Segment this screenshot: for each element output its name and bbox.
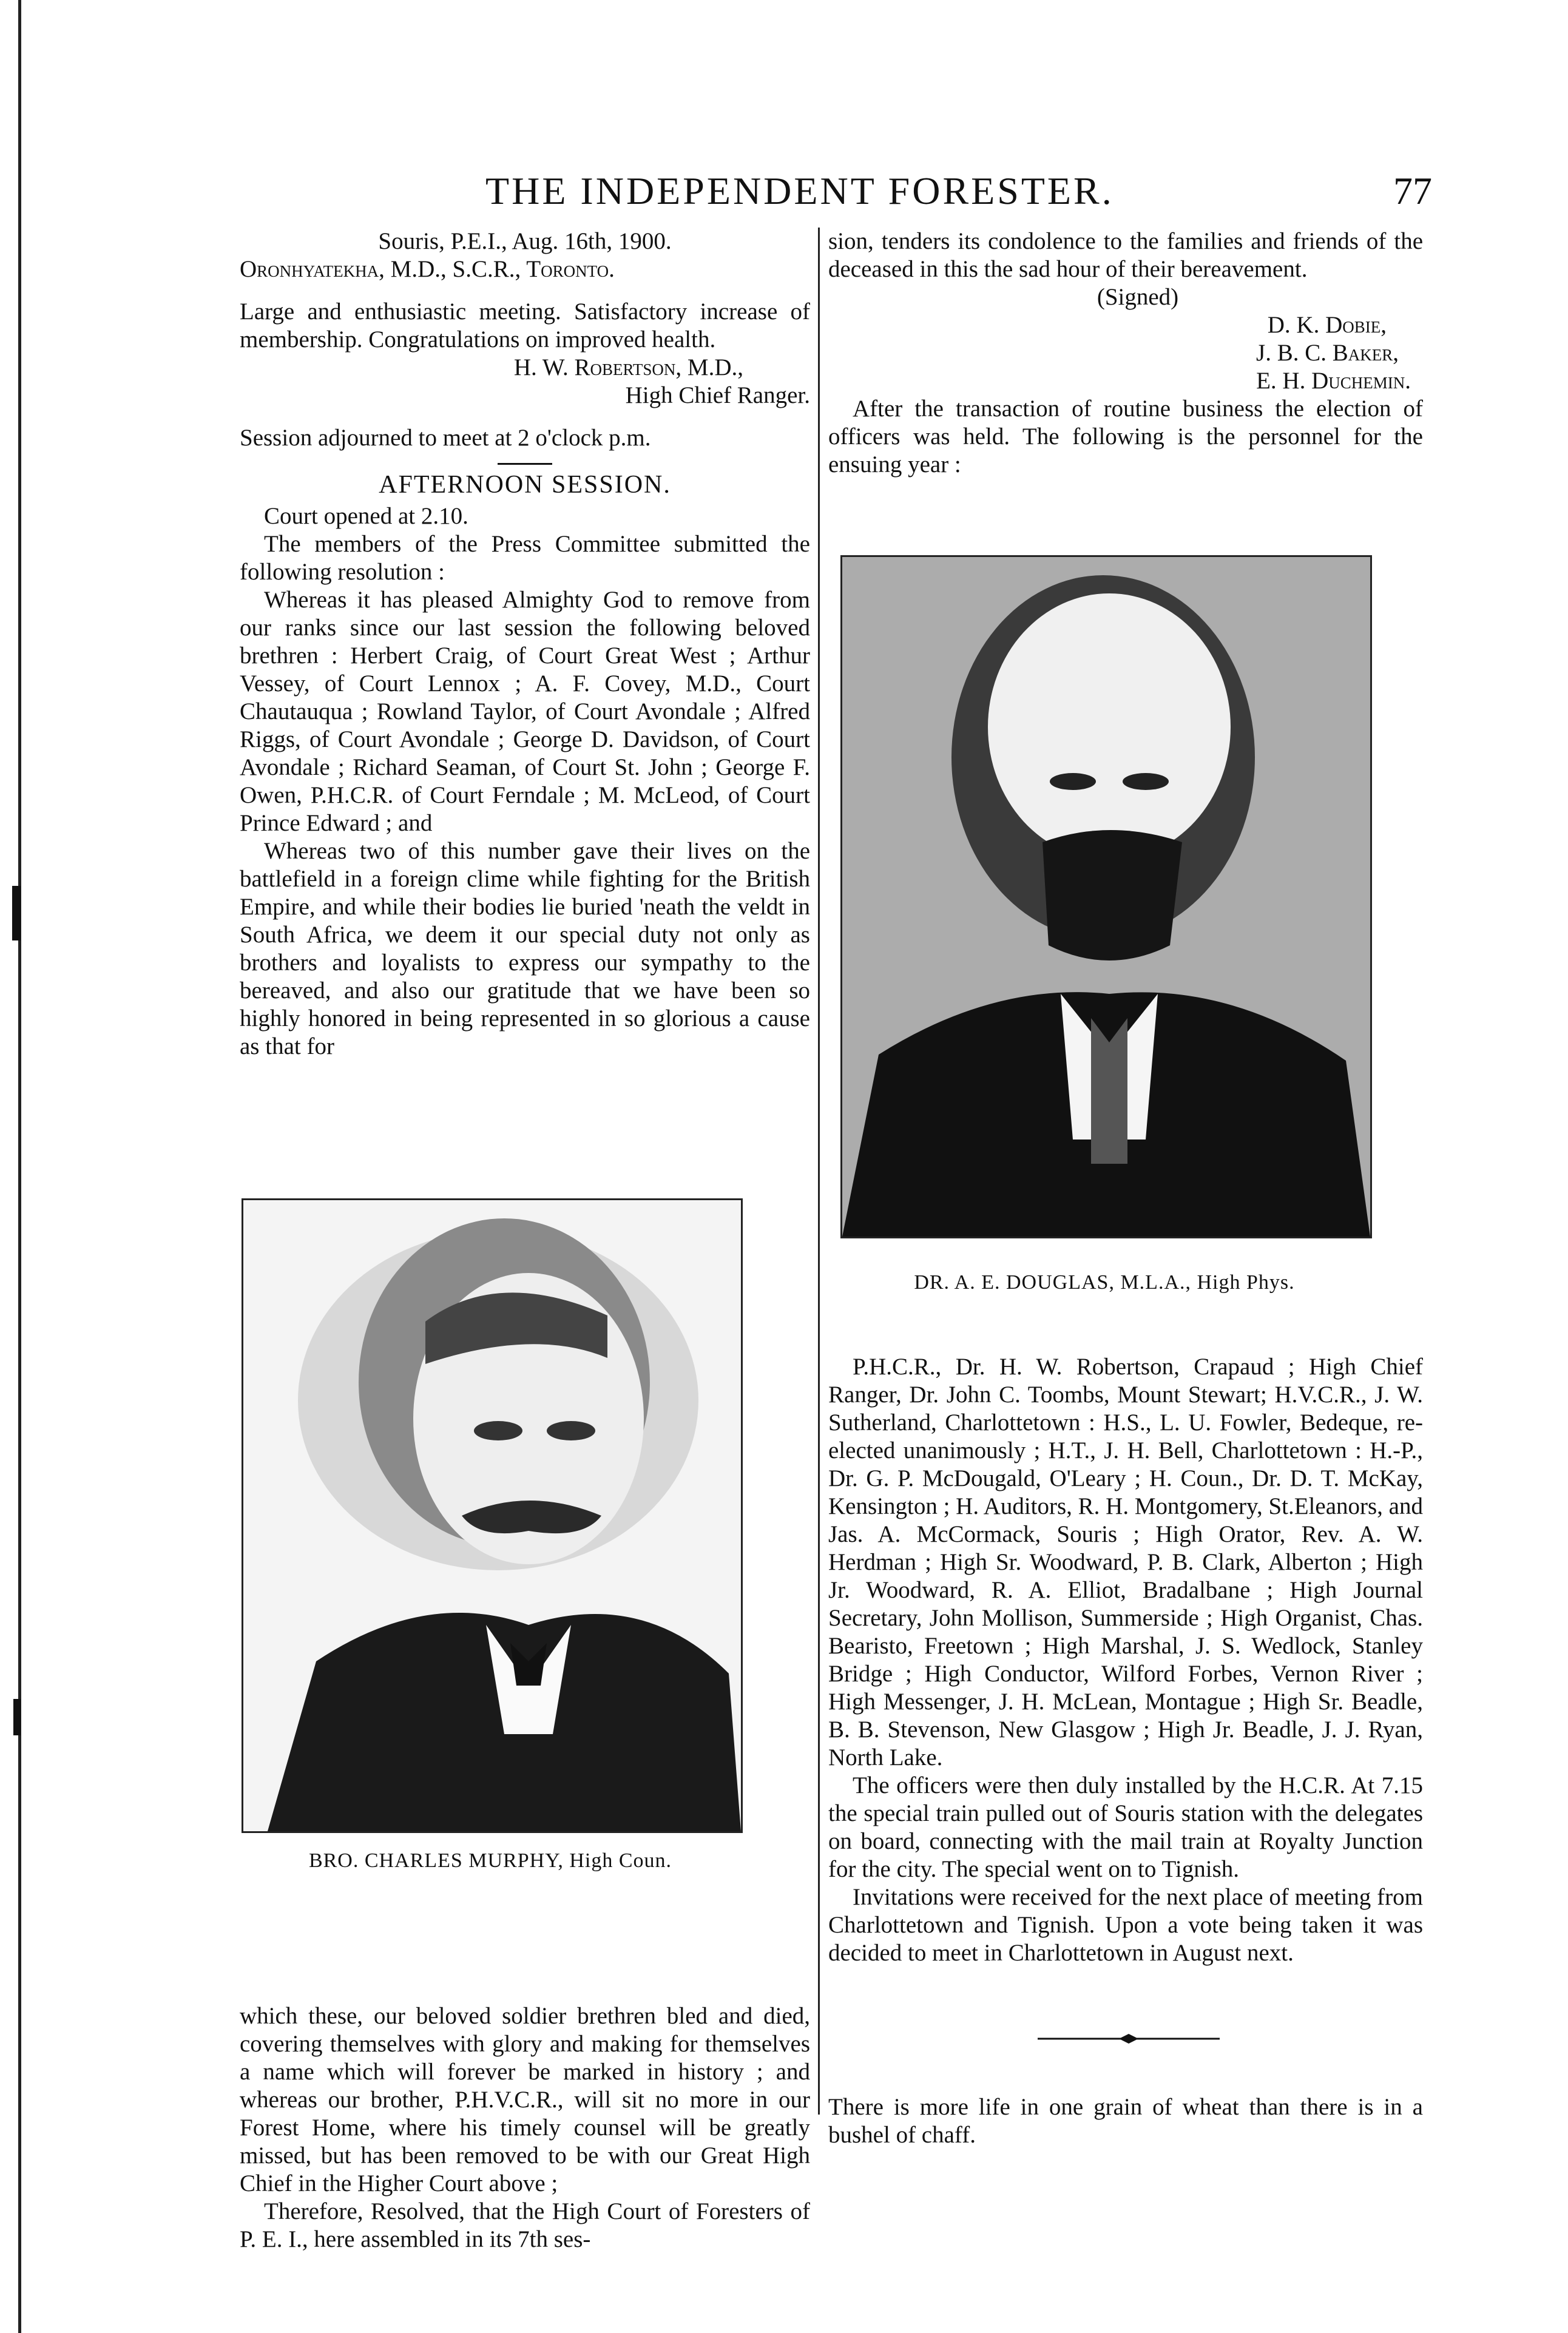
telegram-signer: H. W. Robertson, M.D., [513, 354, 743, 380]
right-column-top [828, 228, 1423, 479]
left-column-bottom [240, 2002, 810, 2254]
portrait-ae-douglas [840, 555, 1372, 1238]
telegram-addressee: Oronhyatekha, M.D., S.C.R., Toronto. [240, 256, 615, 282]
signer-2: J. B. C. Baker, [1256, 340, 1399, 366]
resolution-paragraph-2: Whereas two of this number gave their lives on the battlefield in a foreign clime while fighting for the British Empire, and while their bodies lie buried 'neath the veldt in South Africa, we deem it our special duty not only as brothers and loyalists to express our sympathy to the bereaved, and also our gratitude that we have been so highly honored in being represented in so glorious a cause as that for [240, 838, 810, 1059]
resolution-continuation: sion, tenders its condolence to the families and friends of the deceased in this the sad hour of their bereavement. [828, 228, 1423, 282]
page-edge-mark [13, 1699, 21, 1735]
telegram-signer-title: High Chief Ranger. [625, 382, 810, 408]
left-column-top [240, 228, 810, 1061]
signer-1: D. K. Dobie, [1267, 312, 1387, 338]
installation-note: The officers were then duly installed by the H.C.R. At 7.15 the special train pulled out of Souris station with the delegates on board, connecting with the mail train at Royalty Junction for the city. The special went on to Tignish. [828, 1772, 1423, 1882]
invitations-note: Invitations were received for the next place of meeting from Charlottetown and Tignish. Upon a vote being taken it was decided to meet in Charlottetown in August next. [828, 1884, 1423, 1966]
afternoon-session-heading: AFTERNOON SESSION. [379, 471, 671, 499]
page-header [243, 169, 1432, 217]
resolution-paragraph-4: Therefore, Resolved, that the High Court of Foresters of P. E. I., here assembled in its 7th ses- [240, 2198, 810, 2252]
page-number: 77 [1393, 169, 1432, 212]
portrait-charles-murphy [242, 1198, 743, 1833]
resolution-paragraph-1: Whereas it has pleased Almighty God to remove from our ranks since our last session the following beloved brethren : Herbert Craig, of Court Great West ; Arthur Vessey, of Court Lennox ; A. F. Covey, M.D., Court Chautauqua ; Rowland Taylor, of Court Avondale ; Alfred Riggs, of Court Avondale ; George D. Davidson, of Court Avondale ; Richard Seaman, of Court St. John ; George F. Owen, P.H.C.R. of Court Ferndale ; M. McLeod, of Court Prince Edward ; and [240, 587, 810, 836]
election-note: After the transaction of routine business the election of officers was held. The following is the personnel for the ensuing year : [828, 396, 1423, 478]
caption-murphy: BRO. CHARLES MURPHY, High Coun. [308, 1849, 672, 1872]
resolution-intro: The members of the Press Committee submitted the following resolution : [240, 531, 810, 585]
page-edge-line [18, 0, 21, 2333]
court-opened: Court opened at 2.10. [264, 503, 468, 529]
caption-douglas: DR. A. E. DOUGLAS, M.L.A., High Phys. [914, 1271, 1295, 1294]
portrait-illustration [243, 1200, 741, 1831]
page-edge-mark [12, 886, 21, 940]
section-rule [498, 463, 552, 465]
ornament-icon [1038, 2033, 1220, 2045]
telegram-place-date: Souris, P.E.I., Aug. 16th, 1900. [378, 228, 672, 254]
portrait-illustration [842, 557, 1370, 1237]
adjourn-note: Session adjourned to meet at 2 o'clock p.m. [240, 425, 651, 451]
resolution-paragraph-3: which these, our beloved soldier brethren bled and died, covering themselves with glory and making for themselves a name which will forever be marked in history ; and whereas our brother, P.H.V.C.R., will sit no more in our Forest Home, where his timely counsel will be greatly missed, but has been removed to be with our Great High Chief in the Higher Court above ; [240, 2003, 810, 2196]
officers-list: P.H.C.R., Dr. H. W. Robertson, Crapaud ; High Chief Ranger, Dr. John C. Toombs, Mount Stewart; H.V.C.R., J. W. Sutherland, Charlottetown : H.S., L. U. Fowler, Bedeque, re-elected unanimously ; H.T., J. H. Bell, Charlottetown : H.-P., Dr. G. P. McDougald, O'Leary ; H. Coun., Dr. D. T. McKay, Kensington ; H. Auditors, R. H. Montgomery, St.Eleanors, and Jas. A. McCormack, Souris ; High Orator, Rev. A. W. Herdman ; High Sr. Woodward, P. B. Clark, Alberton ; High Jr. Woodward, R. A. Elliot, Bradalbane ; High Journal Secretary, John Mollison, Summerside ; High Organist, Chas. Bearisto, Freetown ; High Marshal, J. S. Wedlock, Stanley Bridge ; High Conductor, Wilford Forbes, Vernon River ; High Messenger, J. H. McLean, Montague ; High Sr. Beadle, B. B. Stevenson, New Glasgow ; High Jr. Beadle, J. J. Ryan, North Lake. [828, 1354, 1423, 1771]
right-column-bottom [828, 1353, 1423, 1967]
running-title: THE INDEPENDENT FORESTER. [485, 169, 1114, 212]
signer-3: E. H. Duchemin. [1256, 368, 1411, 394]
telegram-body: Large and enthusiastic meeting. Satisfactory increase of membership. Congratulations on improved health. [240, 299, 810, 353]
ornament-divider [1038, 2033, 1220, 2045]
closing-maxim: There is more life in one grain of wheat than there is in a bushel of chaff. [828, 2094, 1423, 2148]
column-divider [818, 228, 820, 2115]
signed-label: (Signed) [1097, 284, 1179, 310]
